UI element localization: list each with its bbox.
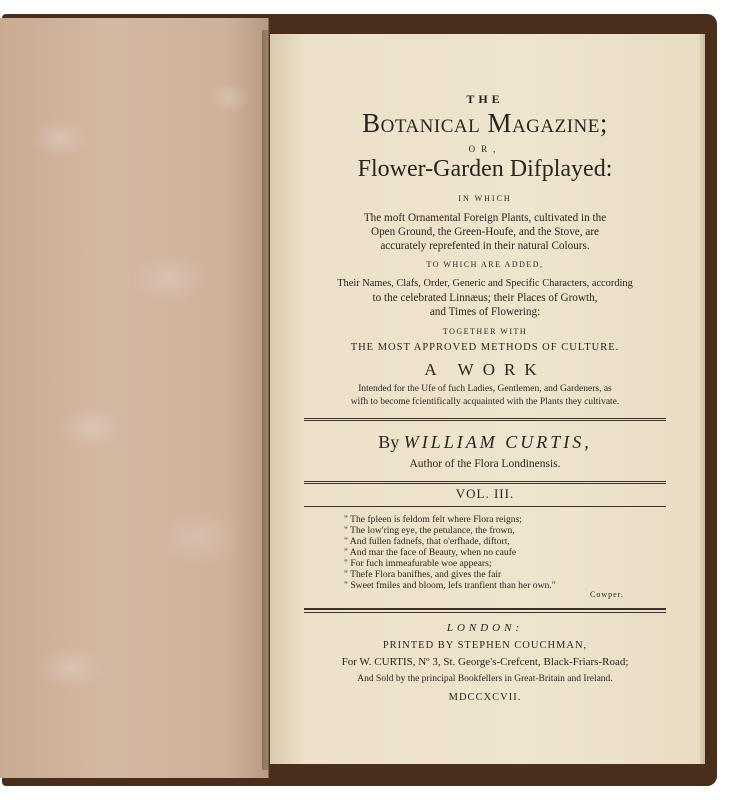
- cover-edge: [700, 40, 708, 755]
- to-which-added: TO WHICH ARE ADDED,: [426, 260, 544, 269]
- left-endpaper: [0, 18, 269, 778]
- divider-rule: [304, 481, 666, 482]
- poem-line: " And mar the face of Beauty, when no caufe: [344, 547, 517, 558]
- in-which: IN WHICH: [458, 194, 512, 203]
- poem-line: " Sweet fmiles and bloom, lefs tranfient than her own.": [344, 580, 556, 591]
- intended-line: wifh to become fcientifically acquainted with the Plants they cultivate.: [350, 397, 620, 407]
- divider-rule: [304, 483, 666, 484]
- divider-rule: [304, 612, 666, 613]
- author-name: WILLIAM CURTIS,: [403, 432, 592, 452]
- description-line: The moft Ornamental Foreign Plants, cultivated in the: [363, 212, 607, 224]
- added-line: to the celebrated Linnæus; their Places of Growth,: [372, 292, 598, 304]
- imprint-printer: PRINTED BY STEPHEN COUCHMAN,: [382, 640, 588, 651]
- byline: [270, 432, 700, 453]
- added-line: and Times of Flowering:: [429, 306, 541, 318]
- imprint-sold-by: And Sold by the principal Bookfellers in Great-Britain and Ireland.: [357, 674, 613, 684]
- author-credentials: Author of the Flora Londinensis.: [409, 458, 561, 470]
- title-or: OR,: [468, 144, 502, 154]
- divider-rule: [304, 418, 666, 419]
- main-title: Botanical Magazine;: [362, 108, 608, 138]
- volume-number: VOL. III.: [455, 486, 515, 501]
- description-line: accurately reprefented in their natural Colours.: [380, 240, 590, 252]
- by-label: By: [378, 432, 400, 452]
- added-line: Their Names, Clafs, Order, Generic and Specific Characters, according: [337, 278, 633, 289]
- poem-line: " The fpleen is feldom felt where Flora reigns;: [344, 514, 522, 525]
- poem-line: " And fullen fadnefs, that o'erfhade, diftort,: [344, 536, 510, 547]
- title-page: [270, 34, 700, 764]
- methods-heading: THE MOST APPROVED METHODS OF CULTURE.: [350, 342, 620, 353]
- imprint-city: LONDON:: [446, 622, 524, 634]
- together-with: TOGETHER WITH: [442, 327, 528, 336]
- imprint-publisher: For W. CURTIS, Nº 3, St. George's-Crefcent, Black-Friars-Road;: [341, 656, 629, 668]
- poem-line: " Thefe Flora banifhes, and gives the fair: [344, 569, 502, 580]
- subtitle: Flower-Garden Difplayed:: [357, 156, 613, 182]
- poem-line: " For fuch immeafurable woe appears;: [344, 558, 492, 569]
- divider-rule: [304, 608, 666, 610]
- title-the: THE: [466, 92, 504, 106]
- imprint-year: MDCCXCVII.: [448, 692, 522, 703]
- description-line: Open Ground, the Green-Houfe, and the Stove, are: [370, 226, 600, 238]
- a-work: A WORK: [424, 360, 546, 379]
- intended-line: Intended for the Ufe of fuch Ladies, Gentlemen, and Gardeners, as: [358, 384, 612, 394]
- divider-rule: [304, 420, 666, 421]
- epigraph-poem: [344, 514, 644, 594]
- divider-rule: [304, 506, 666, 507]
- poem-line: " The low'ring eye, the petulance, the frown,: [344, 525, 515, 536]
- poem-attribution: Cowper.: [590, 590, 624, 599]
